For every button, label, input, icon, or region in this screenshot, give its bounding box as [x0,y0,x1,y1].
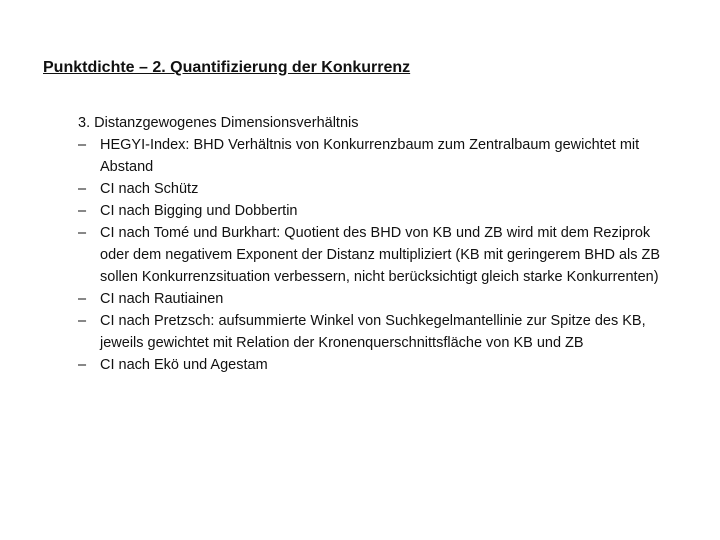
list-item [78,354,668,376]
dash-bullet-icon: – [78,137,87,153]
list-item [78,200,668,222]
slide-content [78,112,668,376]
dash-bullet-icon: – [78,313,87,329]
dash-bullet-icon: – [78,203,87,219]
list-item-text: CI nach Tomé und Burkhart: Quotient des BHD von KB und ZB wird mit dem Reziprok oder dem negativem Exponent der Distanz multipliziert (KB mit geringerem BHD als ZB sollen Konkurrenzsituation verbessern, nicht berücksichtigt gleich starke Konkurrenten) [100,225,661,285]
list-item-text: CI nach Rautiainen [100,291,224,307]
dash-bullet-icon: – [78,291,87,307]
list-item-text: HEGYI-Index: BHD Verhältnis von Konkurrenzbaum zum Zentralbaum gewichtet mit Abstand [100,137,640,175]
list-item [78,288,668,310]
section-heading: 3. Distanzgewogenes Dimensionsverhältnis [78,115,359,131]
dash-bullet-icon: – [78,357,87,373]
list-item-text: CI nach Bigging und Dobbertin [100,203,298,219]
list-item [78,222,668,288]
list-item-text: CI nach Ekö und Agestam [100,357,268,373]
list-item [78,178,668,200]
list-item-text: CI nach Schütz [100,181,199,197]
slide-title: Punktdichte – 2. Quantifizierung der Konkurrenz [43,59,411,76]
dash-bullet-icon: – [78,181,87,197]
list-item-text: CI nach Pretzsch: aufsummierte Winkel von Suchkegelmantellinie zur Spitze des KB, jeweils gewichtet mit Relation der Kronenquerschnittsfläche von KB und ZB [100,313,646,351]
dash-bullet-icon: – [78,225,87,241]
list-item [78,134,668,178]
list-item [78,310,668,354]
bullet-list [78,134,668,376]
